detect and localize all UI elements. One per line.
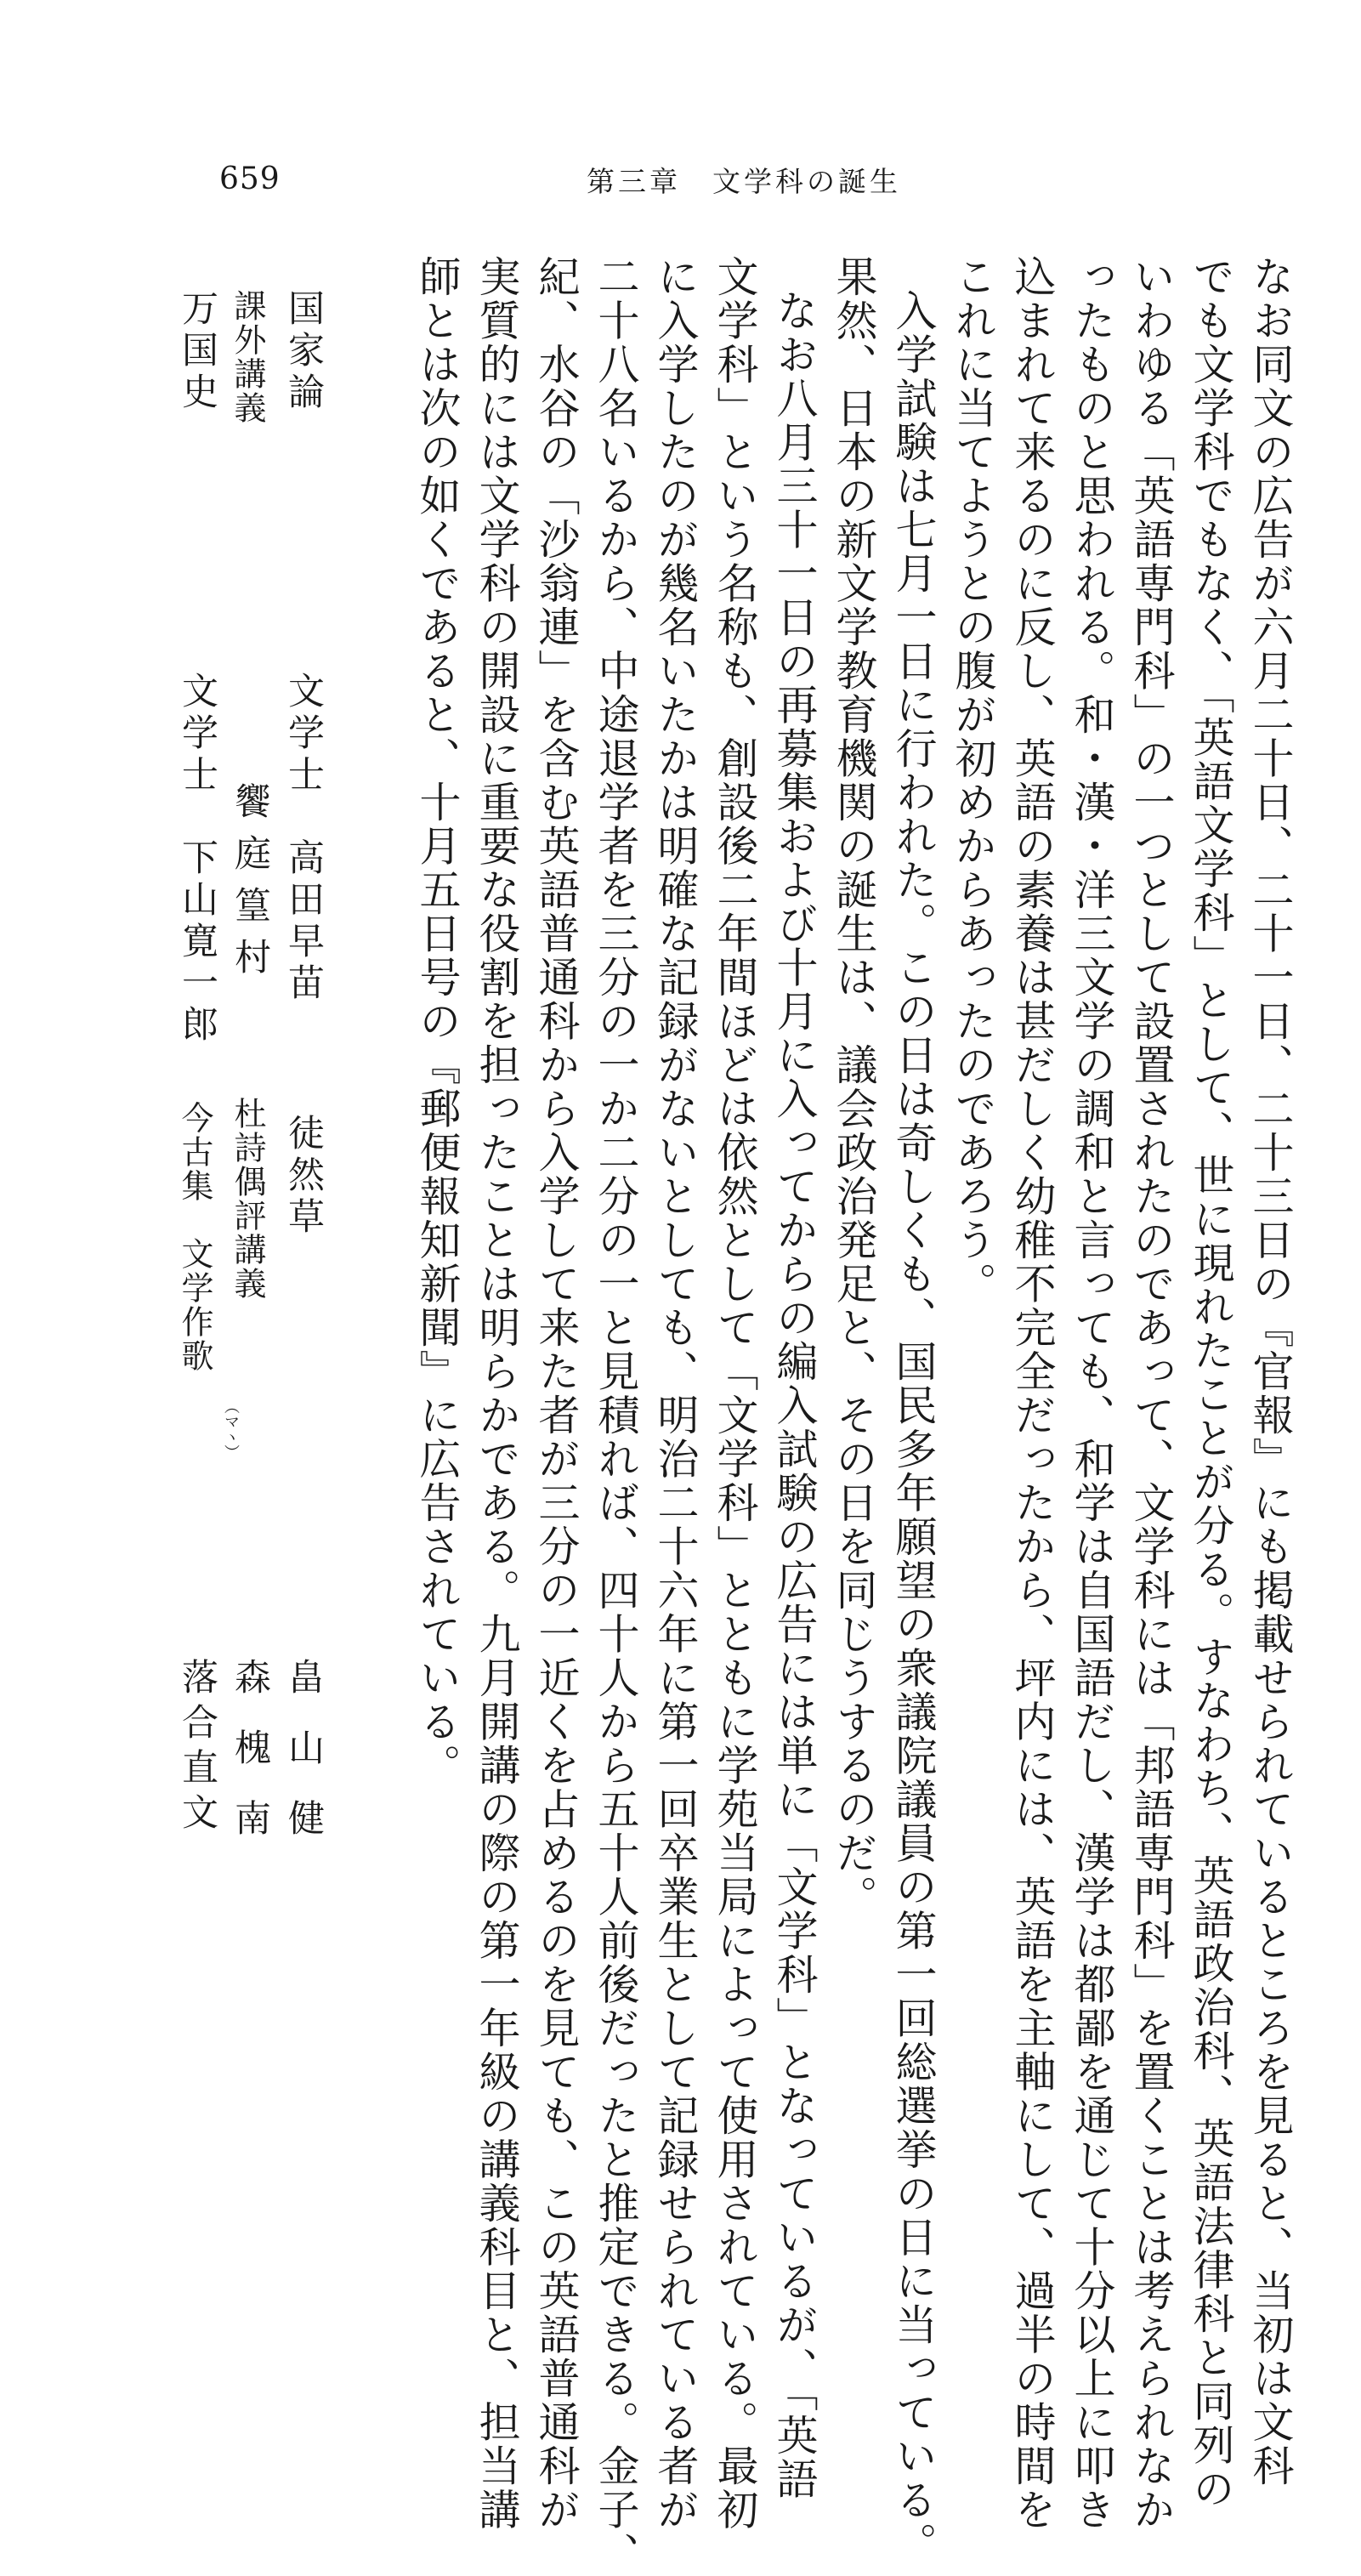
body-column-12: 二十八名いるから、中途退学者を三分の一か二分の一と見積れば、四十人から五十人前後だったと推定できる。金子、 <box>592 255 640 2576</box>
course-row-2 <box>229 289 282 1870</box>
course-name: 徒然草 <box>282 1114 325 1239</box>
page-number: 659 <box>219 162 281 196</box>
course-name: 課外講義 <box>229 289 266 425</box>
ruby-annotation: （マヽ） <box>222 1399 240 1460</box>
body-column-1: なお同文の広告が六月二十日、二十一日、二十三日の『官報』にも掲載せられているところを見ると、当初は文科 <box>1246 255 1295 2488</box>
course-name: 国家論 <box>282 289 325 414</box>
lecturer-name: 饗庭篁村 <box>229 782 271 990</box>
body-column-2: でも文学科でもなく、「英語文学科」として、世に現れたことが分る。すなわち、英語政治科、英語法律科と同列の <box>1187 255 1235 2511</box>
lecturer-name: 畠山健 <box>282 1658 325 1870</box>
body-column-13: 紀、水谷の「沙翁連」を含む英語普通科から入学して来た者が三分の一近くを占めるのを見ても、この英語普通科が <box>532 255 581 2532</box>
body-column-10: 文学科」という名称も、創設後二年間ほどは依然として「文学科」とともに学苑当局によって使用されている。最初 <box>711 255 759 2532</box>
body-column-14: 実質的には文学科の開設に重要な役割を担ったことは明らかである。九月開講の際の第一年級の講義科目と、担当講 <box>473 255 521 2532</box>
course-row-3 <box>176 289 240 1838</box>
course-name: 万国史 <box>176 289 218 414</box>
body-column-9: なお八月三十一日の再募集および十月に入ってからの編入試験の広告には単に「文学科」となっているが、「英語 <box>770 289 819 2501</box>
body-column-5: 込まれて来るのに反し、英語の素養は甚だしく幼稚不完全だったから、坪内には、英語を主軸にして、過半の時間を <box>1008 255 1057 2532</box>
course-name: 杜詩偶評講義 <box>229 1097 266 1301</box>
body-column-4: ったものと思われる。和・漢・洋三文学の調和と言っても、和学は自国語だし、漢学は都鄙を通じて十分以上に叩き <box>1068 255 1116 2532</box>
body-column-11: に入学したのが幾名いたかは明確な記録がないとしても、明治二十六年に第一回卒業生として記録せられている者が <box>651 255 700 2532</box>
course-row-1 <box>282 289 336 1870</box>
body-column-8: 果然、日本の新文学教育機関の誕生は、議会政治発足と、その日を同じうするのだ。 <box>830 255 878 1919</box>
body-column-15: 師とは次の如くであると、十月五日号の『郵便報知新聞』に広告されている。 <box>413 255 462 1788</box>
lecturer-name: 落合直文 <box>176 1658 218 1838</box>
chapter-title: 第三章 文学科の誕生 <box>587 165 901 198</box>
body-column-3: いわゆる「英語専門科」の一つとして設置されたのであって、文学科には「邦語専門科」を置くことは考えられなか <box>1127 255 1176 2532</box>
lecturer-name: 森槐南 <box>229 1658 271 1870</box>
lecturer-name: 文学士 下山寛一郎 <box>176 672 218 1047</box>
course-name: 今古集 文学作歌 <box>176 1101 213 1373</box>
body-column-7: 入学試験は七月一日に行われた。この日は奇しくも、国民多年願望の衆議院議員の第一回総選挙の日に当っている。 <box>889 289 938 2566</box>
lecturer-name: 文学士 高田早苗 <box>282 672 325 1005</box>
body-column-6: これに当てようとの腹が初めからあったのであろう。 <box>949 255 997 1306</box>
